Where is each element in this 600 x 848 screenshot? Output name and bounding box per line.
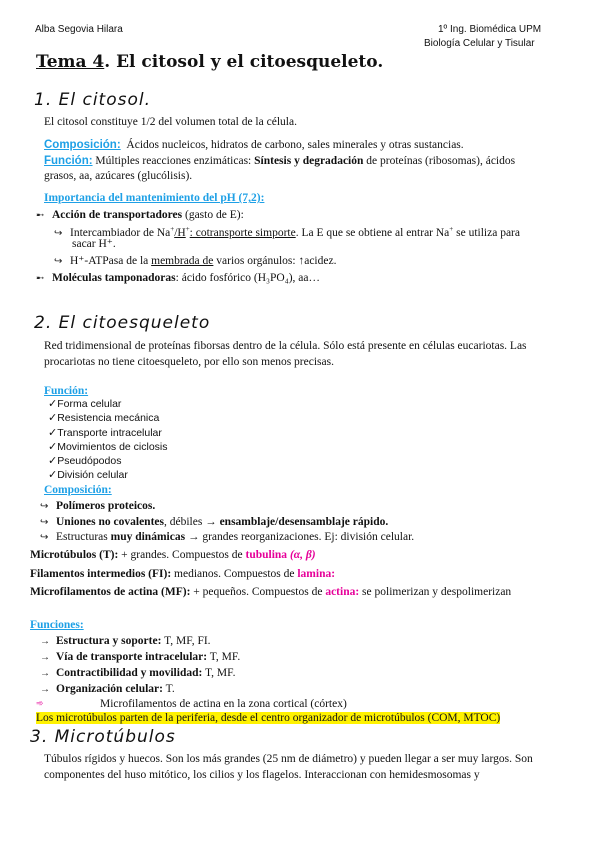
s1-func-line2: grasos, aa, azúcares (glucólisis).: [44, 170, 193, 182]
s1-atp-u: membrada de: [151, 255, 214, 267]
author: Alba Segovia Hilara: [35, 24, 123, 35]
s1-exchanger: ↪ Intercambiador de Na+/H+: cotransporte simporte. La E que se obtiene al entrar Na+ se utiliza para: [54, 221, 520, 242]
s2-intro-1: Red tridimensional de proteínas fiborsas dentro de la célula. Sólo está presente en células eucariotas. Las: [44, 340, 527, 352]
list-item: ✓Transporte intracelular: [48, 426, 162, 439]
arrow-icon: ↪: [40, 517, 49, 528]
s1-func-bold: Síntesis y degradación: [254, 155, 364, 167]
bullet-icon: ➸: [36, 273, 45, 284]
s1-ph-label: Importancia del mantenimiento del pH (7,2):: [44, 192, 265, 204]
s2-func2-1: → Estructura y soporte: T, MF, FI.: [40, 633, 211, 650]
check-icon: ✓: [48, 440, 58, 453]
arrow-icon: →: [40, 652, 50, 663]
s1-func-label: Función:: [44, 155, 93, 167]
bullet-icon: ➸: [36, 210, 45, 221]
list-item: ✓Pseudópodos: [48, 455, 122, 468]
s2-funcs2-label: Funciones:: [30, 619, 84, 631]
s1-mol-bold2: tamponadoras: [101, 272, 176, 284]
s1-mol-bold1: Moléculas: [52, 272, 102, 284]
title-rest: . El citosol y el citoesqueleto.: [104, 52, 384, 72]
s1-inter-d: . La E que se obtiene al entrar Na: [295, 226, 450, 239]
check-icon: ✓: [48, 398, 58, 410]
arrow-icon: ↪: [40, 501, 49, 512]
s1-func-a: Múltiples reacciones enzimáticas:: [95, 155, 255, 167]
s1-inter-b: /H: [174, 226, 186, 239]
s1-intro: El citosol constituye 1/2 del volumen total de la célula.: [44, 116, 297, 128]
s1-atp-b: varios orgánulos: ↑acidez.: [213, 255, 337, 267]
s1-inter-c: : cotransporte simporte: [189, 226, 296, 239]
arrow-icon: ↪: [54, 256, 63, 267]
s2-function-list: [48, 397, 168, 483]
check-icon: ✓: [48, 469, 58, 482]
s1-exchanger-line2: sacar H⁺.: [72, 238, 116, 250]
s2-comp-1: ↪ Polímeros proteicos.: [40, 498, 155, 515]
arrow-icon: ↪: [40, 532, 49, 543]
s2-comp-3: ↪ Estructuras muy dinámicas → grandes reorganizaciones. Ej: división celular.: [40, 529, 414, 546]
list-item: ✓División celular: [48, 469, 128, 482]
s1-atpase: [54, 253, 336, 270]
check-icon: ✓: [48, 412, 58, 425]
s1-molecules: [36, 270, 320, 287]
s2-intro-2: procariotas no tiene citoesqueleto, por ello son menos precisas.: [44, 356, 334, 368]
s2-func2-2: → Vía de transporte intracelular: T, MF.: [40, 649, 240, 666]
s1-inter-a: Intercambiador de Na: [70, 226, 171, 239]
arrow-icon: →: [40, 684, 50, 695]
s1-func-b: de proteínas (ribosomas), ácidos: [363, 155, 516, 167]
s2-intermediate: Filamentos intermedios (FI): medianos. Compuestos de lamina:: [30, 568, 336, 580]
s2-comp-2: ↪ Uniones no covalentes, débiles → ensamblaje/desensamblaje rápido.: [40, 514, 388, 531]
s2-microfilaments: Microfilamentos de actina (MF): + pequeños. Compuestos de actina: se polimerizan y despolimerizan: [30, 586, 512, 598]
s1-atp-a: H⁺-ATPasa de la: [70, 255, 152, 267]
page-title: [36, 52, 383, 72]
section-3-heading: 3. Microtúbulos: [30, 727, 176, 747]
course: 1º Ing. Biomédica UPM: [438, 24, 542, 35]
s1-transp-bold: Acción de transportadores: [52, 209, 183, 221]
arrow-icon: →: [40, 668, 50, 679]
section-1-heading: 1. El citosol.: [34, 90, 152, 110]
s1-function: [44, 153, 515, 169]
s2-func2-4-sub: Microfilamentos de actina en la zona cortical (córtex): [100, 698, 347, 710]
s1-transp-rest: (gasto de E):: [182, 209, 244, 221]
arrow-icon: →: [40, 636, 50, 647]
subject: Biología Celular y Tisular: [424, 38, 535, 49]
title-prefix: Tema 4: [36, 52, 105, 72]
section-2-heading: 2. El citoesqueleto: [34, 313, 211, 333]
s1-mol-rest: : ácido fosfórico (H₃PO₄), aa…: [175, 272, 321, 284]
s3-line-1: Túbulos rígidos y huecos. Son los más grandes (25 nm de diámetro) y pueden llegar a ser muy largos. Son: [44, 753, 533, 765]
s1-inter-e: se utiliza para: [453, 226, 520, 239]
s2-microtubules: Microtúbulos (T): + grandes. Compuestos de tubulina (α, β): [30, 549, 316, 561]
list-item: ✓Resistencia mecánica: [48, 412, 160, 425]
list-item: ✓Forma celular: [48, 398, 122, 410]
s1-composition: [44, 137, 464, 153]
s1-comp-label: Composición:: [44, 139, 121, 151]
check-icon: ✓: [48, 455, 58, 468]
s2-comp-label: Composición:: [44, 484, 112, 496]
list-item: ✓Movimientos de ciclosis: [48, 440, 168, 453]
s3-line-2: componentes del huso mitótico, los cilios y los flagelos. Interaccionan con hemidesmosomas y: [44, 769, 480, 781]
s2-func2-4: → Organización celular: T.: [40, 681, 175, 698]
s2-func-label: Función:: [44, 385, 89, 397]
check-icon: ✓: [48, 426, 58, 439]
arrow-pink-icon: ➾: [36, 698, 44, 708]
s2-highlight: Los microtúbulos parten de la periferia, desde el centro organizador de microtúbulos (COM, MTOC): [36, 712, 501, 724]
s1-comp-text: Ácidos nucleicos, hidratos de carbono, sales minerales y otras sustancias.: [126, 139, 464, 151]
arrow-icon: ↪: [54, 227, 63, 239]
s2-func2-3: → Contractibilidad y movilidad: T, MF.: [40, 665, 236, 682]
